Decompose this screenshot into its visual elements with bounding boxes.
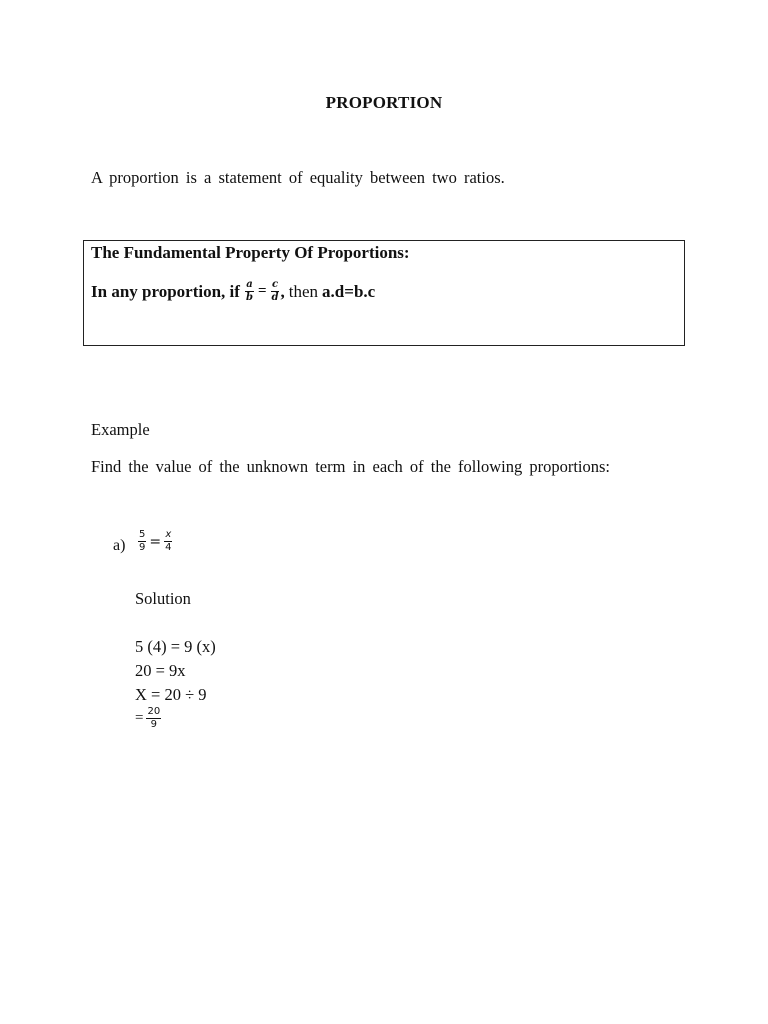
fraction-5-over-9 bbox=[138, 530, 146, 553]
example-label: Example bbox=[91, 420, 150, 439]
comma: , bbox=[280, 281, 285, 301]
fraction-denominator: 9 bbox=[150, 719, 158, 730]
fraction-denominator: b bbox=[245, 292, 253, 303]
equals-sign: = bbox=[149, 533, 162, 550]
solution-step: 20 = 9x bbox=[135, 661, 186, 680]
fraction-x-over-4 bbox=[164, 530, 172, 553]
property-rule bbox=[91, 280, 375, 303]
fraction-numerator: c bbox=[271, 279, 279, 290]
proportion-equation bbox=[137, 530, 173, 553]
fraction-numerator: 20 bbox=[147, 706, 161, 717]
fraction-numerator: a bbox=[246, 279, 253, 290]
fraction-c-over-d bbox=[271, 280, 280, 303]
solution-result bbox=[135, 707, 162, 730]
fraction-20-over-9 bbox=[146, 707, 161, 730]
fraction-numerator: x bbox=[165, 529, 172, 540]
page-title: PROPORTION bbox=[325, 93, 443, 112]
then-word: then bbox=[288, 281, 319, 301]
rule-prefix: In any proportion, if bbox=[91, 281, 240, 301]
fraction-denominator: 9 bbox=[139, 542, 146, 553]
fraction-denominator: 4 bbox=[165, 542, 172, 553]
definition-text: A proportion is a statement of equality between two ratios. bbox=[91, 168, 505, 187]
instruction-text: Find the value of the unknown term in each of the following proportions: bbox=[91, 457, 610, 476]
solution-step: X = 20 ÷ 9 bbox=[135, 685, 207, 704]
equals-sign: = bbox=[135, 710, 144, 726]
fraction-denominator: d bbox=[271, 292, 279, 303]
fundamental-property-box bbox=[83, 240, 685, 346]
solution-label: Solution bbox=[135, 589, 191, 608]
fraction-a-over-b bbox=[245, 280, 254, 303]
fraction-numerator: 5 bbox=[139, 529, 146, 540]
box-heading: The Fundamental Property Of Proportions: bbox=[91, 243, 410, 262]
equals-sign: = bbox=[257, 283, 267, 299]
rule-conclusion: a.d=b.c bbox=[322, 281, 376, 301]
item-label: a) bbox=[113, 537, 126, 554]
solution-step: 5 (4) = 9 (x) bbox=[135, 637, 216, 656]
